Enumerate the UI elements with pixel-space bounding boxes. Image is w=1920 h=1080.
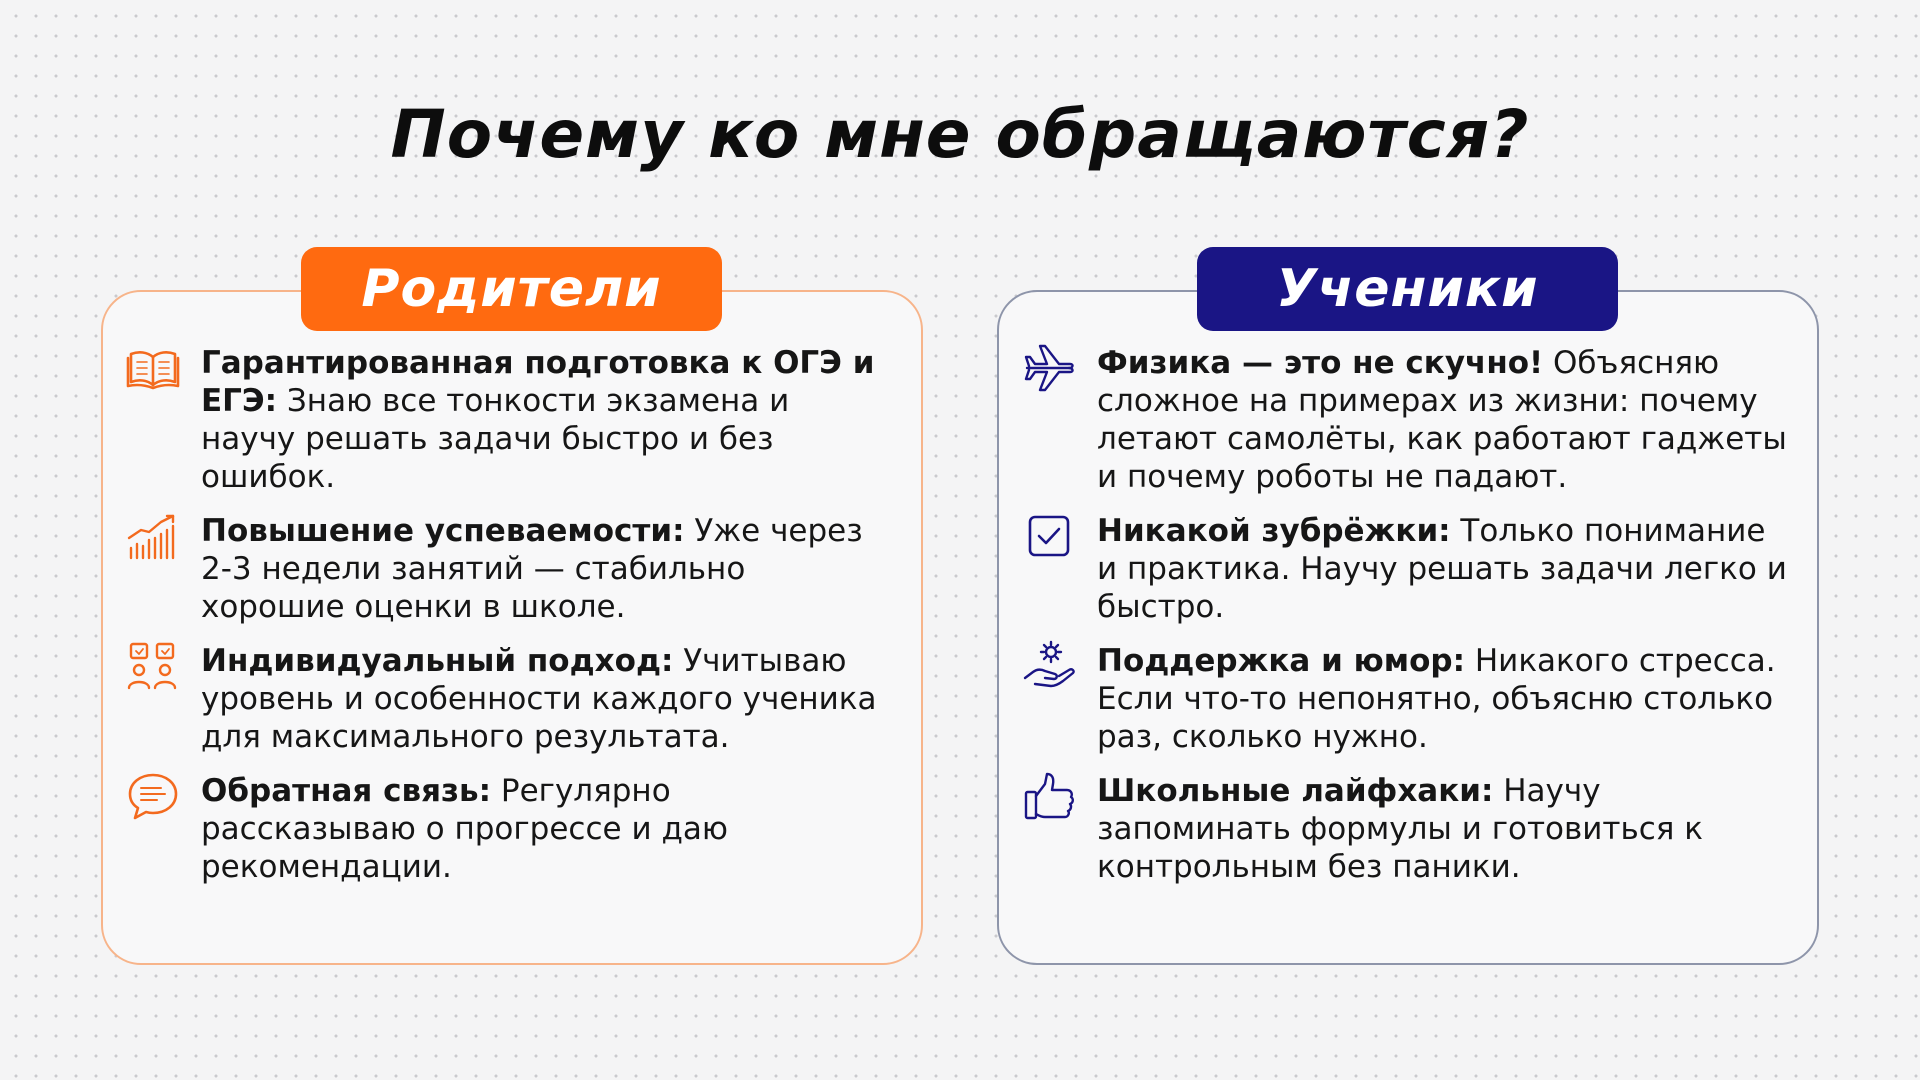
list-item [1021,344,1787,496]
thumbs-up-icon [1021,768,1077,824]
growth-chart-icon [125,508,181,564]
list-item [1021,512,1787,626]
list-item [125,772,891,886]
chat-bubble-icon [125,768,181,824]
item-text: Повышение успеваемости: Уже через 2-3 недели занятий — стабильно хорошие оценки в школе. [201,513,863,625]
list-item [125,512,891,626]
airplane-icon [1021,340,1077,396]
parents-badge: Родители [301,247,722,331]
students-badge: Ученики [1197,247,1618,331]
page-title: Почему ко мне обращаются? [390,96,1530,173]
list-item [125,642,891,756]
checkbox-icon [1021,508,1077,564]
students-list [1021,344,1787,902]
parents-list [125,344,891,902]
students-card [997,290,1819,965]
parents-card [101,290,923,965]
item-text: Индивидуальный подход: Учитываю уровень и особенности каждого ученика для максимального результата. [201,643,877,755]
support-hand-gear-icon [1021,638,1077,694]
item-text: Поддержка и юмор: Никакого стресса. Если что-то непонятно, объясню столько раз, сколько нужно. [1097,643,1776,755]
item-text: Физика — это не скучно! Объясняю сложное на примерах из жизни: почему летают самолёты, как работают гаджеты и почему роботы не падают. [1097,345,1787,495]
item-text: Никакой зубрёжки: Только понимание и практика. Научу решать задачи легко и быстро. [1097,513,1787,625]
item-text: Обратная связь: Регулярно рассказываю о прогрессе и даю рекомендации. [201,773,728,885]
item-text: Школьные лайфхаки: Научу запоминать формулы и готовиться к контрольным без паники. [1097,773,1704,885]
list-item [1021,642,1787,756]
open-book-icon [125,340,181,396]
individual-approach-icon [125,638,181,694]
list-item [1021,772,1787,886]
item-text: Гарантированная подготовка к ОГЭ и ЕГЭ: Знаю все тонкости экзамена и научу решать задачи быстро и без ошибок. [201,345,875,495]
list-item [125,344,891,496]
